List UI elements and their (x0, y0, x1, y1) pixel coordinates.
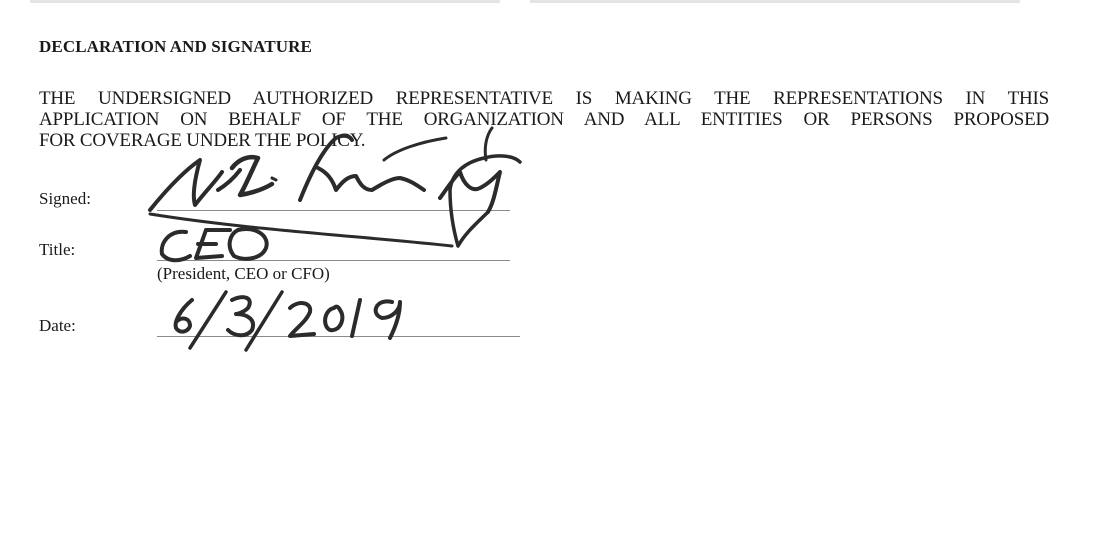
title-line (157, 260, 510, 261)
title-label: Title: (39, 240, 76, 259)
top-scan-rule-right (530, 0, 1020, 3)
declaration-line-1: THE UNDERSIGNED AUTHORIZED REPRESENTATIVE IS MAKING THE REPRESENTATIONS IN THIS (39, 88, 1049, 109)
top-scan-rule-left (30, 0, 500, 3)
handwritten-title (162, 229, 267, 260)
declaration-line-3: FOR COVERAGE UNDER THE POLICY. (39, 130, 366, 151)
signed-label: Signed: (39, 189, 91, 208)
declaration-text (39, 88, 1049, 151)
signature-line (157, 210, 510, 211)
title-hint: (President, CEO or CFO) (157, 264, 330, 283)
handwritten-date (176, 292, 400, 350)
date-label: Date: (39, 316, 76, 335)
declaration-line-2: APPLICATION ON BEHALF OF THE ORGANIZATION AND ALL ENTITIES OR PERSONS PROPOSED (39, 109, 1049, 130)
section-heading: DECLARATION AND SIGNATURE (39, 37, 312, 56)
date-line (157, 336, 520, 337)
